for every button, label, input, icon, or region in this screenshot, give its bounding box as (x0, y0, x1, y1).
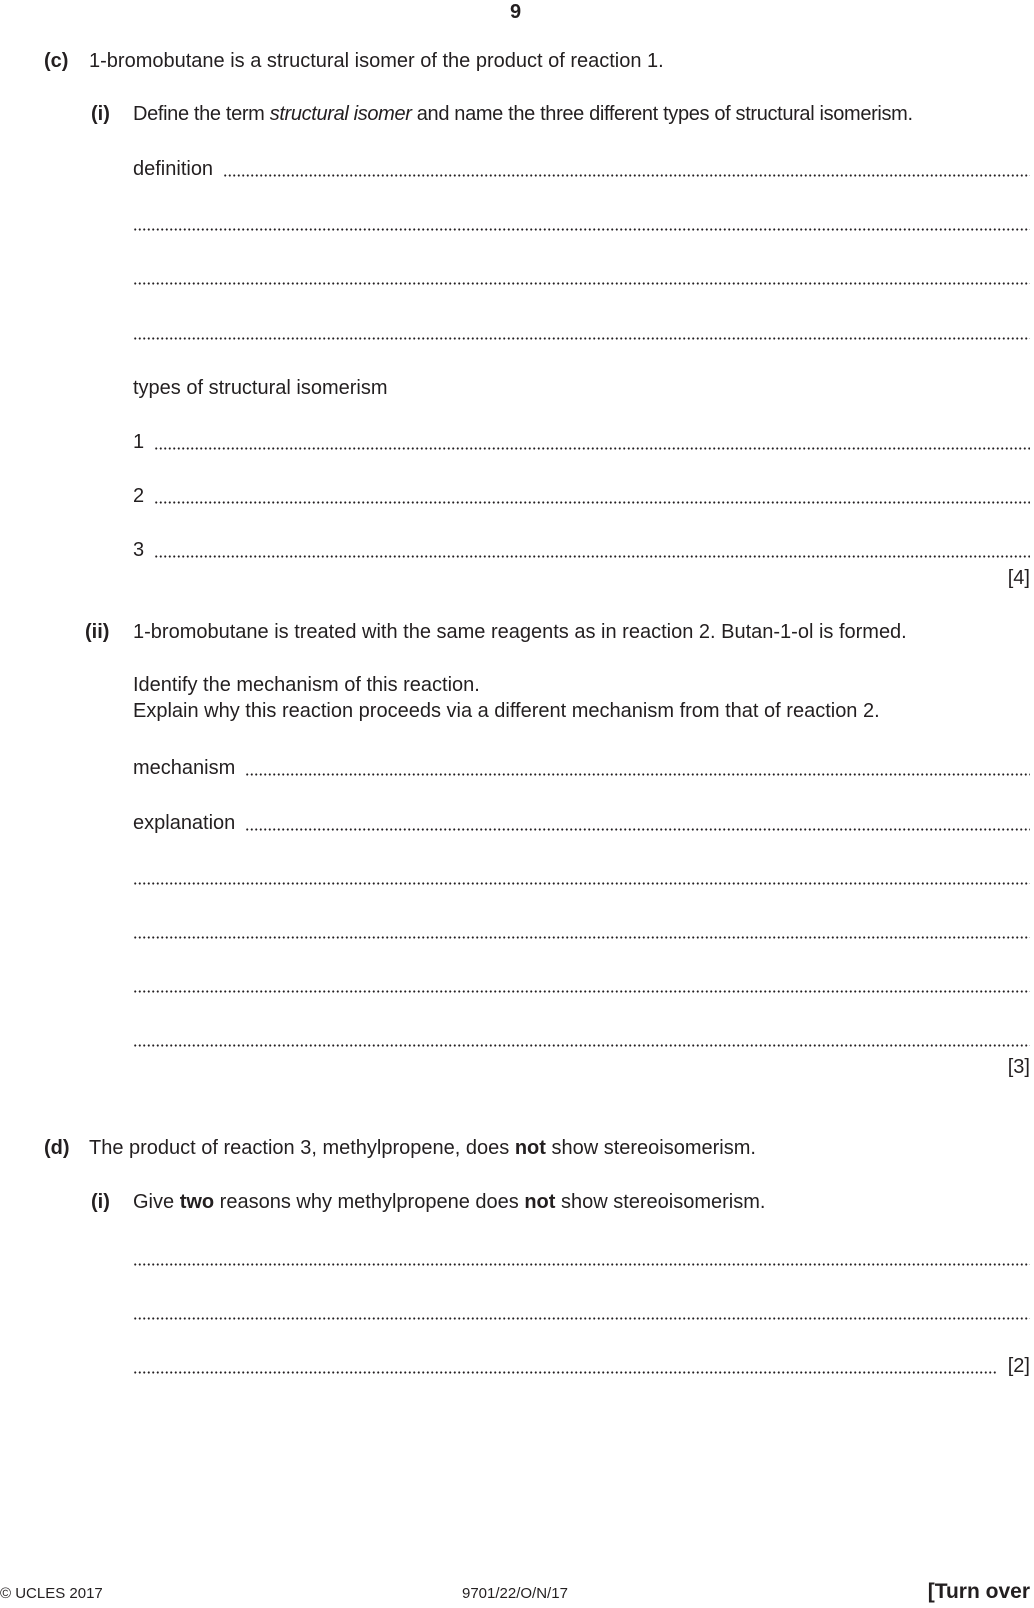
dotted-line (154, 555, 1030, 558)
dotted-line (133, 990, 1030, 993)
isomerism-type-2-line[interactable] (133, 484, 1030, 508)
definition-answer-line-4[interactable] (133, 320, 1030, 344)
reasons-answer-line-3[interactable] (133, 1354, 1030, 1378)
dotted-line (133, 1263, 1030, 1266)
question-c-label: (c) (44, 50, 69, 72)
question-c-i-text-start: Define the term (133, 103, 270, 125)
dotted-line (245, 773, 1030, 776)
question-d-i-text-3: show stereoisomerism. (555, 1191, 766, 1213)
marks-c-ii: [3] (1007, 1056, 1030, 1078)
dotted-line (223, 174, 1030, 177)
turn-over: [Turn over (927, 1580, 1030, 1603)
definition-answer-line[interactable] (133, 157, 1030, 181)
instruction-identify: Identify the mechanism of this reaction. (133, 674, 480, 696)
definition-label: definition (133, 158, 214, 180)
type-number: 1 (133, 431, 145, 453)
types-of-isomerism-label: types of structural isomerism (133, 377, 388, 399)
isomerism-type-1-line[interactable] (133, 430, 1030, 454)
explanation-answer-line-2[interactable] (133, 865, 1030, 889)
emphasis-not: not (524, 1191, 556, 1213)
dotted-line (133, 228, 1030, 231)
mechanism-label: mechanism (133, 757, 236, 779)
question-c-ii-text: 1-bromobutane is treated with the same reagents as in reaction 2. Butan-1-ol is formed. (133, 621, 907, 643)
reasons-answer-line-2[interactable] (133, 1300, 1030, 1324)
explanation-answer-line-3[interactable] (133, 919, 1030, 943)
dotted-line (133, 282, 1030, 285)
definition-answer-line-3[interactable] (133, 265, 1030, 289)
question-d-label: (d) (44, 1137, 70, 1159)
question-c-i-text-end: and name the three different types of structural isomerism. (411, 103, 913, 125)
emphasis-two: two (179, 1191, 215, 1213)
question-d-text (89, 1136, 756, 1160)
question-d-i-text-1: Give (133, 1191, 180, 1213)
question-d-i-text (133, 1190, 765, 1214)
mechanism-answer-line[interactable] (133, 756, 1030, 780)
footer-paper-code: 9701/22/O/N/17 (462, 1585, 568, 1602)
question-c-text: 1-bromobutane is a structural isomer of the product of reaction 1. (89, 50, 664, 72)
explanation-answer-line[interactable] (133, 811, 1030, 835)
explanation-label: explanation (133, 812, 236, 834)
footer-copyright: © UCLES 2017 (0, 1585, 103, 1602)
dotted-line (133, 1371, 996, 1374)
dotted-line (154, 447, 1030, 450)
explanation-answer-line-5[interactable] (133, 1027, 1030, 1051)
dotted-line (133, 1317, 1030, 1320)
question-d-i-text-2: reasons why methylpropene does (214, 1191, 525, 1213)
dotted-line (154, 501, 1030, 504)
definition-answer-line-2[interactable] (133, 211, 1030, 235)
question-d-i-label: (i) (91, 1191, 110, 1213)
explanation-answer-line-4[interactable] (133, 973, 1030, 997)
type-number: 2 (133, 485, 145, 507)
marks-c-i: [4] (1007, 567, 1030, 589)
dotted-line (133, 1044, 1030, 1047)
dotted-line (133, 936, 1030, 939)
dotted-line (133, 882, 1030, 885)
question-c-i-text (133, 102, 913, 126)
page-number: 9 (510, 1, 522, 23)
question-d-text-start: The product of reaction 3, methylpropene, does (89, 1137, 515, 1159)
dotted-line (245, 828, 1030, 831)
reasons-answer-line-1[interactable] (133, 1246, 1030, 1270)
emphasis-not: not (514, 1137, 546, 1159)
structural-isomer-term: structural isomer (269, 103, 412, 125)
isomerism-type-3-line[interactable] (133, 538, 1030, 562)
dotted-line (133, 337, 1030, 340)
question-d-text-end: show stereoisomerism. (545, 1137, 756, 1159)
type-number: 3 (133, 539, 145, 561)
marks-d-i: [2] (1007, 1355, 1030, 1377)
instruction-explain: Explain why this reaction proceeds via a different mechanism from that of reaction 2. (133, 700, 880, 722)
question-c-i-label: (i) (91, 103, 110, 125)
question-c-ii-label: (ii) (85, 621, 110, 643)
